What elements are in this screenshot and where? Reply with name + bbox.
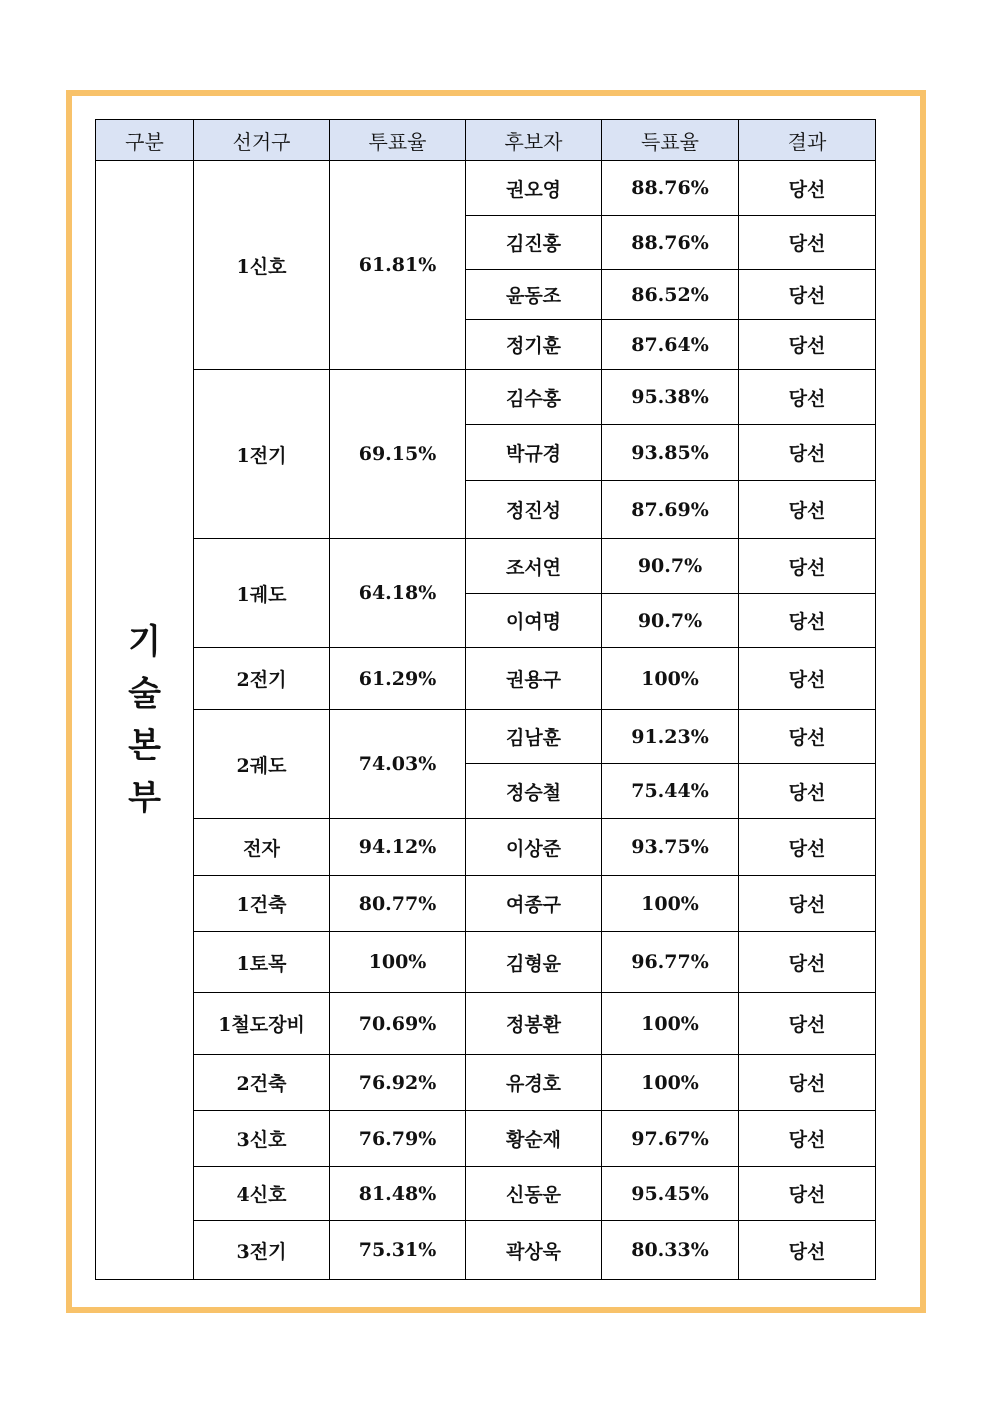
result-cell: 당선	[739, 1167, 876, 1221]
vote-rate-cell: 97.67%	[602, 1111, 739, 1167]
candidate-cell: 김남훈	[466, 710, 602, 764]
result-cell: 당선	[739, 993, 876, 1055]
turnout-cell: 69.15%	[330, 370, 466, 539]
header-section: 구분	[96, 120, 194, 161]
vote-rate-cell: 95.38%	[602, 370, 739, 425]
turnout-cell: 70.69%	[330, 993, 466, 1055]
table-row	[96, 819, 876, 876]
result-cell: 당선	[739, 648, 876, 710]
table-row	[96, 1221, 876, 1280]
vote-rate-cell: 87.64%	[602, 320, 739, 370]
candidate-cell: 정승철	[466, 764, 602, 819]
vote-rate-cell: 95.45%	[602, 1167, 739, 1221]
table-row	[96, 1055, 876, 1111]
table-row	[96, 876, 876, 932]
table-row	[96, 993, 876, 1055]
header-turnout: 투표율	[330, 120, 466, 161]
table-row	[96, 1111, 876, 1167]
result-cell: 당선	[739, 370, 876, 425]
turnout-cell: 76.92%	[330, 1055, 466, 1111]
district-cell: 3신호	[194, 1111, 330, 1167]
candidate-cell: 김수홍	[466, 370, 602, 425]
turnout-cell: 80.77%	[330, 876, 466, 932]
section-label-char: 부	[128, 778, 161, 818]
result-cell: 당선	[739, 1111, 876, 1167]
table-row	[96, 1167, 876, 1221]
table-row	[96, 370, 876, 425]
vote-rate-cell: 88.76%	[602, 161, 739, 216]
vote-rate-cell: 75.44%	[602, 764, 739, 819]
result-cell: 당선	[739, 764, 876, 819]
district-cell: 3전기	[194, 1221, 330, 1280]
vote-rate-cell: 93.85%	[602, 425, 739, 481]
candidate-cell: 김형윤	[466, 932, 602, 993]
turnout-cell: 81.48%	[330, 1167, 466, 1221]
section-label-char: 술	[128, 674, 161, 714]
candidate-cell: 황순재	[466, 1111, 602, 1167]
candidate-cell: 정봉환	[466, 993, 602, 1055]
district-cell: 1철도장비	[194, 993, 330, 1055]
vote-rate-cell: 100%	[602, 1055, 739, 1111]
turnout-cell: 76.79%	[330, 1111, 466, 1167]
table-row	[96, 539, 876, 594]
candidate-cell: 정진성	[466, 481, 602, 539]
header-row	[96, 120, 876, 161]
district-cell: 4신호	[194, 1167, 330, 1221]
result-cell: 당선	[739, 1055, 876, 1111]
section-label-char: 본	[128, 726, 161, 766]
vote-rate-cell: 88.76%	[602, 216, 739, 270]
vote-rate-cell: 91.23%	[602, 710, 739, 764]
result-cell: 당선	[739, 876, 876, 932]
candidate-cell: 조서연	[466, 539, 602, 594]
vote-rate-cell: 100%	[602, 993, 739, 1055]
result-cell: 당선	[739, 161, 876, 216]
table-row	[96, 161, 876, 216]
header-result: 결과	[739, 120, 876, 161]
district-cell: 2전기	[194, 648, 330, 710]
district-cell: 2궤도	[194, 710, 330, 819]
result-cell: 당선	[739, 819, 876, 876]
candidate-cell: 권오영	[466, 161, 602, 216]
district-cell: 전자	[194, 819, 330, 876]
candidate-cell: 유경호	[466, 1055, 602, 1111]
table-body	[96, 161, 876, 1280]
candidate-cell: 곽상욱	[466, 1221, 602, 1280]
result-cell: 당선	[739, 270, 876, 320]
result-cell: 당선	[739, 320, 876, 370]
vote-rate-cell: 96.77%	[602, 932, 739, 993]
result-cell: 당선	[739, 425, 876, 481]
district-cell: 1전기	[194, 370, 330, 539]
result-cell: 당선	[739, 539, 876, 594]
vote-rate-cell: 93.75%	[602, 819, 739, 876]
result-cell: 당선	[739, 594, 876, 648]
candidate-cell: 박규경	[466, 425, 602, 481]
result-cell: 당선	[739, 710, 876, 764]
district-cell: 1신호	[194, 161, 330, 370]
vote-rate-cell: 100%	[602, 876, 739, 932]
result-cell: 당선	[739, 932, 876, 993]
turnout-cell: 64.18%	[330, 539, 466, 648]
district-cell: 1궤도	[194, 539, 330, 648]
candidate-cell: 정기훈	[466, 320, 602, 370]
turnout-cell: 100%	[330, 932, 466, 993]
section-label-char: 기	[128, 622, 161, 662]
turnout-cell: 61.29%	[330, 648, 466, 710]
section-label	[96, 161, 194, 1280]
vote-rate-cell: 90.7%	[602, 539, 739, 594]
vote-rate-cell: 80.33%	[602, 1221, 739, 1280]
vote-rate-cell: 100%	[602, 648, 739, 710]
district-cell: 1건축	[194, 876, 330, 932]
district-cell: 2건축	[194, 1055, 330, 1111]
header-district: 선거구	[194, 120, 330, 161]
result-cell: 당선	[739, 216, 876, 270]
vote-rate-cell: 87.69%	[602, 481, 739, 539]
table-row	[96, 710, 876, 764]
turnout-cell: 94.12%	[330, 819, 466, 876]
result-cell: 당선	[739, 1221, 876, 1280]
candidate-cell: 권용구	[466, 648, 602, 710]
header-candidate: 후보자	[466, 120, 602, 161]
candidate-cell: 이상준	[466, 819, 602, 876]
candidate-cell: 윤동조	[466, 270, 602, 320]
turnout-cell: 75.31%	[330, 1221, 466, 1280]
candidate-cell: 김진홍	[466, 216, 602, 270]
header-vote-rate: 득표율	[602, 120, 739, 161]
turnout-cell: 74.03%	[330, 710, 466, 819]
result-cell: 당선	[739, 481, 876, 539]
table-row	[96, 648, 876, 710]
vote-rate-cell: 90.7%	[602, 594, 739, 648]
table-row	[96, 932, 876, 993]
turnout-cell: 61.81%	[330, 161, 466, 370]
candidate-cell: 신동운	[466, 1167, 602, 1221]
election-results-table	[95, 119, 876, 1280]
candidate-cell: 이여명	[466, 594, 602, 648]
vote-rate-cell: 86.52%	[602, 270, 739, 320]
district-cell: 1토목	[194, 932, 330, 993]
candidate-cell: 여종구	[466, 876, 602, 932]
